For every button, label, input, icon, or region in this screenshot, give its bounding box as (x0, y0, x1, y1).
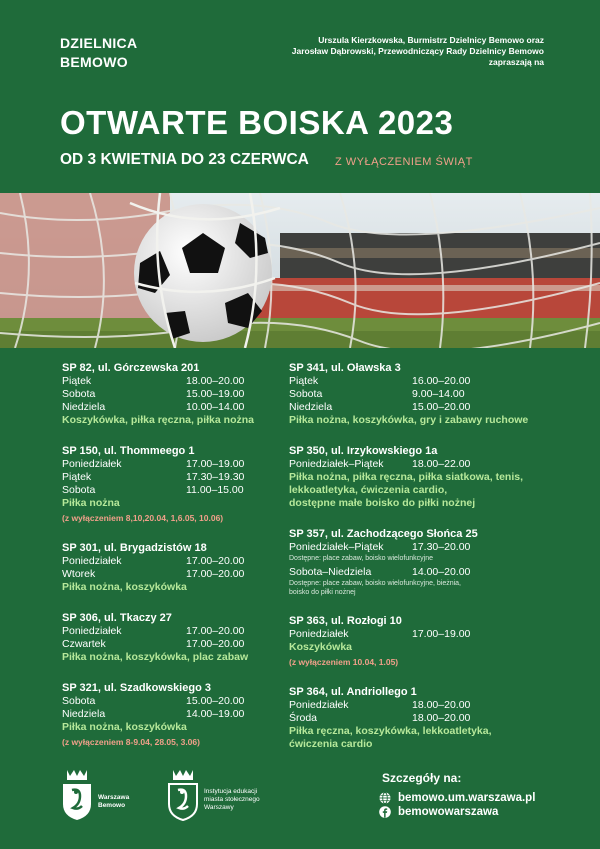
schedule-row (62, 471, 312, 484)
venue-sp301 (62, 542, 312, 594)
sports-list: dostępne małe boisko do piłki nożnej (289, 497, 476, 509)
venue-name: SP 321, ul. Szadkowskiego 3 (62, 682, 211, 694)
venue-name: SP 301, ul. Brygadzistów 18 (62, 542, 207, 554)
sports-list: Piłka nożna, koszykówka, gry i zabawy ruchowe (289, 414, 529, 426)
hours: 17.30–19.30 (186, 471, 245, 483)
hours: 15.00–19.00 (186, 388, 245, 400)
hours: 17.00–20.00 (186, 638, 245, 650)
venue-name: SP 357, ul. Zachodzącego Słońca 25 (289, 528, 478, 540)
details-label: Szczegóły na: (382, 771, 462, 785)
schedule-row (289, 401, 559, 414)
schedule-row (289, 566, 559, 579)
day: Sobota (62, 695, 96, 707)
day: Poniedziałek (289, 699, 349, 711)
day: Sobota (62, 484, 96, 496)
hours: 17.00–20.00 (186, 555, 245, 567)
hours: 17.00–19.00 (412, 628, 471, 640)
venue-sp306 (62, 612, 312, 664)
warszawa-bemowo-logo (60, 766, 130, 827)
schedule-row (62, 625, 312, 638)
education-institution-logo (166, 766, 260, 827)
hours: 15.00–20.00 (412, 401, 471, 413)
holiday-exclusion: Z WYŁĄCZENIEM ŚWIĄT (335, 156, 473, 168)
logo-text: Warszawy (204, 804, 234, 811)
date-range: OD 3 KWIETNIA DO 23 CZERWCA (60, 151, 309, 168)
schedule-row (62, 568, 312, 581)
hours: 9.00–14.00 (412, 388, 465, 400)
venue-name: SP 306, ul. Tkaczy 27 (62, 612, 172, 624)
venue-sp82 (62, 362, 312, 427)
schedule-row (289, 541, 559, 554)
hours: 11.00–15.00 (186, 484, 244, 496)
schedule-row (62, 375, 312, 388)
hours: 17.00–19.00 (186, 458, 245, 470)
district-name (60, 34, 137, 72)
invitation-text (244, 35, 544, 68)
hours: 14.00–20.00 (412, 566, 471, 578)
logo-text: Bemowo (98, 802, 126, 809)
district-line-2: BEMOWO (60, 54, 128, 70)
page-title: OTWARTE BOISKA 2023 (60, 104, 454, 141)
sports-list: Koszykówka (289, 641, 353, 653)
hours: 18.00–22.00 (412, 458, 471, 470)
venue-sp341 (289, 362, 559, 427)
hours: 15.00–20.00 (186, 695, 245, 707)
schedule-row (62, 708, 312, 721)
schedule-right-column (289, 362, 559, 769)
schedule-row (62, 484, 312, 497)
day: Wtorek (62, 568, 96, 580)
district-line-1: DZIELNICA (60, 35, 138, 51)
hours: 18.00–20.00 (186, 375, 245, 387)
website-link[interactable] (379, 792, 535, 804)
sports-list: Piłka nożna, koszykówka (62, 581, 187, 593)
schedule-row (289, 699, 559, 712)
day: Niedziela (289, 401, 333, 413)
schedule-row (289, 388, 559, 401)
facebook-icon (379, 806, 391, 818)
facebook-handle[interactable]: bemowowarszawa (398, 806, 499, 818)
day: Niedziela (62, 401, 106, 413)
hours: 10.00–14.00 (186, 401, 245, 413)
venue-sp350 (289, 445, 559, 510)
availability-note: Dostępne: place zabaw, boisko wielofunkcyjne, bieżnia, (289, 580, 461, 587)
venue-name: SP 364, ul. Andriollego 1 (289, 686, 417, 698)
exclusion-note: (z wyłączeniem 10.04, 1.05) (289, 657, 399, 667)
sports-list: Piłka nożna, piłka ręczna, piłka siatkowa, tenis, (289, 471, 524, 483)
logo-text: Warszawa (98, 794, 130, 801)
schedule-row (62, 555, 312, 568)
sports-list: lekkoatletyka, ćwiczenia cardio, (289, 484, 448, 496)
facebook-link[interactable] (379, 806, 498, 818)
warsaw-crest-icon (60, 766, 94, 822)
soccer-ball-photo (0, 193, 600, 348)
day: Poniedziałek (62, 555, 122, 567)
day: Piątek (62, 471, 92, 483)
schedule-row (62, 458, 312, 471)
availability-note: Dostępne: place zabaw, boisko wielofunkcyjne (289, 555, 433, 562)
day: Poniedziałek (62, 458, 122, 470)
logo-text: miasta stołecznego (204, 796, 260, 803)
day: Niedziela (62, 708, 106, 720)
exclusion-note: (z wyłączeniem 8-9.04, 28.05, 3.06) (62, 737, 200, 747)
schedule-row (62, 388, 312, 401)
sports-list: Piłka nożna, koszykówka (62, 721, 187, 733)
venue-sp363 (289, 615, 559, 668)
sports-list: Koszykówka, piłka ręczna, piłka nożna (62, 414, 254, 426)
day: Czwartek (62, 638, 106, 650)
hours: 18.00–20.00 (412, 699, 471, 711)
hours: 18.00–20.00 (412, 712, 471, 724)
hours: 17.00–20.00 (186, 568, 245, 580)
globe-icon (379, 792, 391, 804)
venue-sp364 (289, 686, 559, 751)
sports-list: Piłka ręczna, koszykówka, lekkoatletyka, (289, 725, 492, 737)
invite-line-2: Jarosław Dąbrowski, Przewodniczący Rady Dzielnicy Bemowo (291, 46, 544, 56)
sports-list: ćwiczenia cardio (289, 738, 373, 750)
venue-sp321 (62, 682, 312, 748)
day: Środa (289, 712, 318, 724)
exclusion-note: (z wyłączeniem 8,10,20.04, 1,6.05, 10.06) (62, 513, 224, 523)
warsaw-crest-icon (166, 766, 200, 822)
sports-list: Piłka nożna, koszykówka, plac zabaw (62, 651, 249, 663)
schedule-row (289, 712, 559, 725)
day: Poniedziałek (62, 625, 122, 637)
schedule-row (62, 695, 312, 708)
schedule-row (62, 401, 312, 414)
hours: 17.00–20.00 (186, 625, 245, 637)
venue-name: SP 150, ul. Thommeego 1 (62, 445, 195, 457)
venue-name: SP 82, ul. Górczewska 201 (62, 362, 200, 374)
day: Sobota (62, 388, 96, 400)
day: Sobota–Niedziela (289, 566, 372, 578)
venue-sp150 (62, 445, 312, 524)
day: Poniedziałek–Piątek (289, 458, 384, 470)
venue-sp357 (289, 528, 559, 597)
day: Piątek (62, 375, 92, 387)
day: Poniedziałek (289, 628, 349, 640)
day: Poniedziałek–Piątek (289, 541, 384, 553)
invite-line-1: Urszula Kierzkowska, Burmistrz Dzielnicy Bemowo oraz (318, 35, 544, 45)
venue-name: SP 341, ul. Oławska 3 (289, 362, 401, 374)
logo-text: Instytucja edukacji (204, 788, 258, 795)
venue-name: SP 350, ul. Irzykowskiego 1a (289, 445, 438, 457)
website-url[interactable]: bemowo.um.warszawa.pl (398, 792, 536, 804)
schedule-left-column (62, 362, 312, 766)
availability-note: boisko do piłki nożnej (289, 589, 356, 596)
schedule-row (289, 628, 559, 641)
invite-line-3: zapraszają na (488, 57, 544, 67)
day: Piątek (289, 375, 319, 387)
hours: 16.00–20.00 (412, 375, 471, 387)
day: Sobota (289, 388, 323, 400)
schedule-row (62, 638, 312, 651)
schedule-row (289, 375, 559, 388)
hours: 17.30–20.00 (412, 541, 471, 553)
schedule-row (289, 458, 559, 471)
hours: 14.00–19.00 (186, 708, 245, 720)
sports-list: Piłka nożna (62, 497, 120, 509)
venue-name: SP 363, ul. Rozłogi 10 (289, 615, 402, 627)
